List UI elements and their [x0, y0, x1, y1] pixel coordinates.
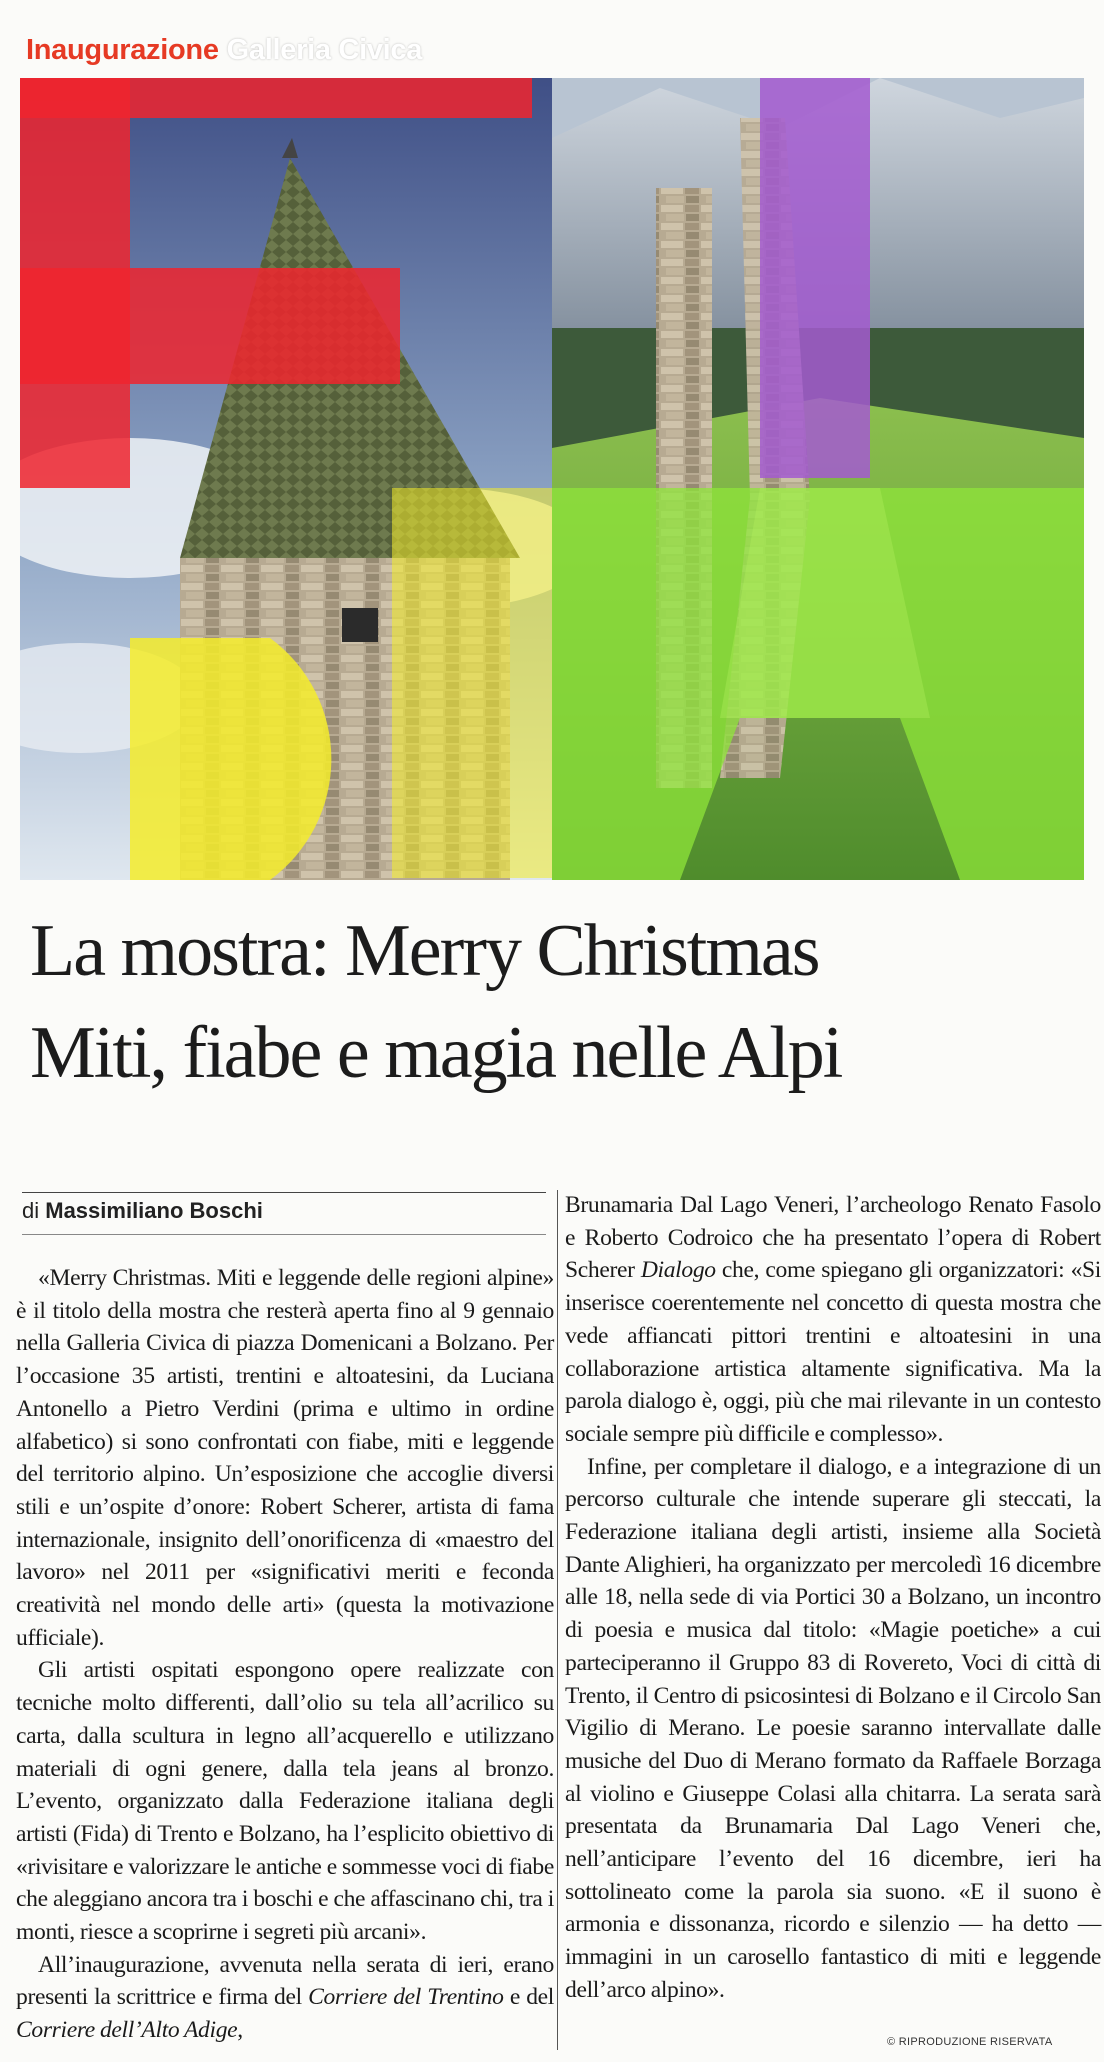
section-kicker	[26, 34, 422, 74]
headline-line-1: La mostra: Merry Christmas	[30, 910, 819, 992]
paragraph: «Merry Christmas. Miti e leggende delle regioni alpine» è il titolo della mostra che resterà aperta fino al 9 gennaio nella Galleria Civica di piazza Domenicani a Bolzano. Per l’occasione 35 artisti, trentini e altoatesini, da Luciana Antonello a Pietro Verdini (prima e ultimo in ordine alfabetico) si sono confrontati con fiabe, miti e leggende del territorio alpino. Un’esposizione che accoglie diversi stili e un’ospite d’onore: Robert Scherer, artista di fama internazionale, insignito dell’onorificenza di «maestro del lavoro» nel 2011 per «significativi meriti e feconda creatività nel mondo delle arti» (questa la motivazione ufficiale).	[16, 1265, 554, 1651]
exhibition-photo	[20, 78, 1084, 880]
article-column-1	[16, 1262, 554, 2047]
byline	[22, 1198, 263, 1224]
kicker-subject: Galleria Civica	[226, 34, 423, 66]
artwork-title: Dialogo	[640, 1257, 716, 1284]
byline-bottom-rule	[22, 1234, 546, 1235]
kicker-section: Inaugurazione	[26, 34, 219, 66]
byline-top-rule	[22, 1192, 546, 1193]
paragraph-text: Brunamaria Dal Lago Veneri, l’archeologo Renato Fasolo e Roberto Codroico che ha presentato l’opera di Robert Scherer	[565, 1192, 1101, 1284]
paragraph	[565, 1189, 1101, 1451]
paragraph: Infine, per completare il dialogo, e a integrazione di un percorso culturale che intende superare gli steccati, la Federazione italiana degli artisti, insieme alla Società Dante Alighieri, ha organizzato per mercoledì 16 dicembre alle 18, nella sede di via Portici 30 a Bolzano, un incontro di poesia e musica dal titolo: «Magie poetiche» a cui parteciperanno il Gruppo 83 di Rovereto, Voci di città di Trento, il Centro di psicosintesi di Bolzano e il Circolo San Vigilio di Merano. Le poesie saranno intervallate dalle musiche del Duo di Merano formato da Raffaele Borzaga al violino e Giuseppe Colasi alla chitarra. La serata sarà presentata da Brunamaria Dal Lago Veneri che, nell’anticipare l’evento del 16 dicembre, ieri ha sottolineato come la parola sia suono. «E il suono è armonia e dissonanza, ricordo e silenzio — ha detto — immagini in un carosello fantastico di miti e leggende dell’arco alpino».	[565, 1453, 1101, 2003]
paragraph	[16, 1949, 554, 2047]
newspaper-name: Corriere dell’Alto Adige	[16, 2017, 238, 2044]
paragraph-text: e del	[503, 1984, 554, 2011]
copyright-notice: © RIPRODUZIONE RISERVATA	[887, 2036, 1053, 2048]
paragraph-text: All’inaugurazione, avvenuta nella serata di ieri, erano presenti la scrittrice e firma del	[16, 1951, 554, 2011]
byline-prefix: di	[22, 1198, 40, 1223]
headline-line-2: Miti, fiabe e magia nelle Alpi	[30, 1012, 842, 1094]
column-divider	[557, 1190, 558, 2050]
paragraph-text: ,	[237, 2017, 243, 2044]
headline	[30, 900, 1080, 1104]
exhibition-photo-collage-icon	[20, 78, 1084, 880]
paragraph-text: che, come spiegano gli organizzatori: «Si inserisce coerentemente nel concetto di questa mostra che vede affiancati pittori trentini e altoatesini in una collaborazione artistica altamente significativa. Ma la parola dialogo è, oggi, più che mai rilevante in un contesto sociale sempre più difficile e complesso».	[565, 1257, 1101, 1447]
newspaper-name: Corriere del Trentino	[308, 1984, 504, 2011]
byline-author: Massimiliano Boschi	[45, 1198, 263, 1223]
article-column-2	[565, 1189, 1101, 2007]
paragraph: Gli artisti ospitati espongono opere realizzate con tecniche molto differenti, dall’olio su tela all’acrilico su carta, dalla scultura in legno all’acquerello e utilizzano materiali di ogni genere, dalla tela jeans al bronzo. L’evento, organizzato dalla Federazione italiana degli artisti (Fida) di Trento e Bolzano, ha l’esplicito obiettivo di «rivisitare e valorizzare le antiche e sommesse voci di fiabe che aleggiano ancora tra i boschi e che affascinano chi, tra i monti, riesce a scoprirne i segreti più arcani».	[16, 1657, 554, 1946]
